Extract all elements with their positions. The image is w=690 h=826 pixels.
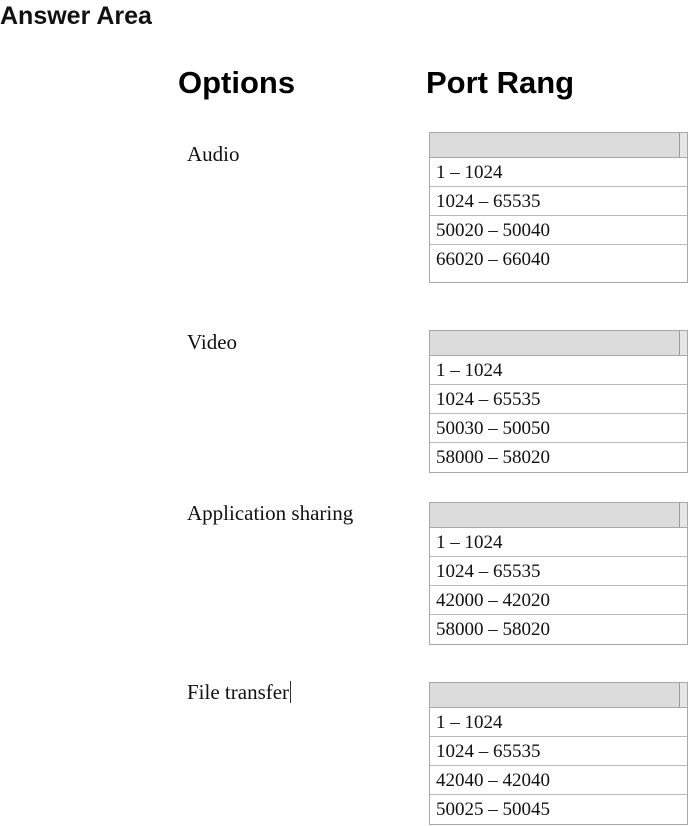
port-range-dropdown-file-transfer[interactable] — [429, 682, 688, 825]
dropdown-selected-value[interactable] — [430, 503, 687, 528]
dropdown-option[interactable]: 50020 – 50040 — [430, 216, 687, 245]
port-range-dropdown-application-sharing[interactable] — [429, 502, 688, 645]
dropdown-option[interactable]: 42040 – 42040 — [430, 766, 687, 795]
dropdown-option[interactable]: 1024 – 65535 — [430, 737, 687, 766]
dropdown-selected-value[interactable] — [430, 683, 687, 708]
option-label-video: Video — [187, 330, 238, 354]
option-label-text: File transfer — [187, 680, 290, 704]
dropdown-option[interactable]: 1 – 1024 — [430, 356, 687, 385]
dropdown-options-list — [430, 708, 687, 824]
dropdown-selected-value[interactable] — [430, 133, 687, 158]
dropdown-option[interactable]: 50030 – 50050 — [430, 414, 687, 443]
port-range-dropdown-video[interactable] — [429, 330, 688, 473]
dropdown-option[interactable]: 1024 – 65535 — [430, 385, 687, 414]
dropdown-selected-value[interactable] — [430, 331, 687, 356]
dropdown-arrow-icon[interactable] — [679, 683, 687, 707]
port-range-dropdown-audio[interactable] — [429, 132, 688, 283]
dropdown-option[interactable]: 58000 – 58020 — [436, 619, 550, 640]
dropdown-options-list — [430, 528, 687, 644]
dropdown-option[interactable]: 1 – 1024 — [430, 158, 687, 187]
dropdown-arrow-icon[interactable] — [679, 503, 687, 527]
dropdown-option[interactable]: 1024 – 65535 — [430, 187, 687, 216]
answer-area-title: Answer Area — [0, 2, 152, 30]
option-label-file-transfer — [187, 679, 291, 705]
dropdown-option[interactable]: 1 – 1024 — [430, 708, 687, 737]
dropdown-arrow-icon[interactable] — [679, 133, 687, 157]
dropdown-options-list — [430, 356, 687, 472]
dropdown-arrow-icon[interactable] — [679, 331, 687, 355]
option-label-application-sharing: Application sharing — [187, 501, 354, 525]
options-column-header: Options — [178, 65, 296, 100]
dropdown-footer — [430, 274, 687, 282]
dropdown-option[interactable]: 58000 – 58020 — [436, 447, 550, 468]
dropdown-option[interactable]: 50025 – 50045 — [436, 799, 550, 820]
dropdown-option[interactable]: 1024 – 65535 — [430, 557, 687, 586]
dropdown-option[interactable]: 1 – 1024 — [430, 528, 687, 557]
dropdown-option[interactable]: 66020 – 66040 — [436, 249, 550, 270]
text-cursor — [290, 681, 291, 703]
dropdown-options-list — [430, 158, 687, 274]
dropdown-option[interactable]: 42000 – 42020 — [430, 586, 687, 615]
option-label-audio: Audio — [187, 142, 240, 166]
port-range-column-header: Port Rang — [426, 65, 575, 100]
